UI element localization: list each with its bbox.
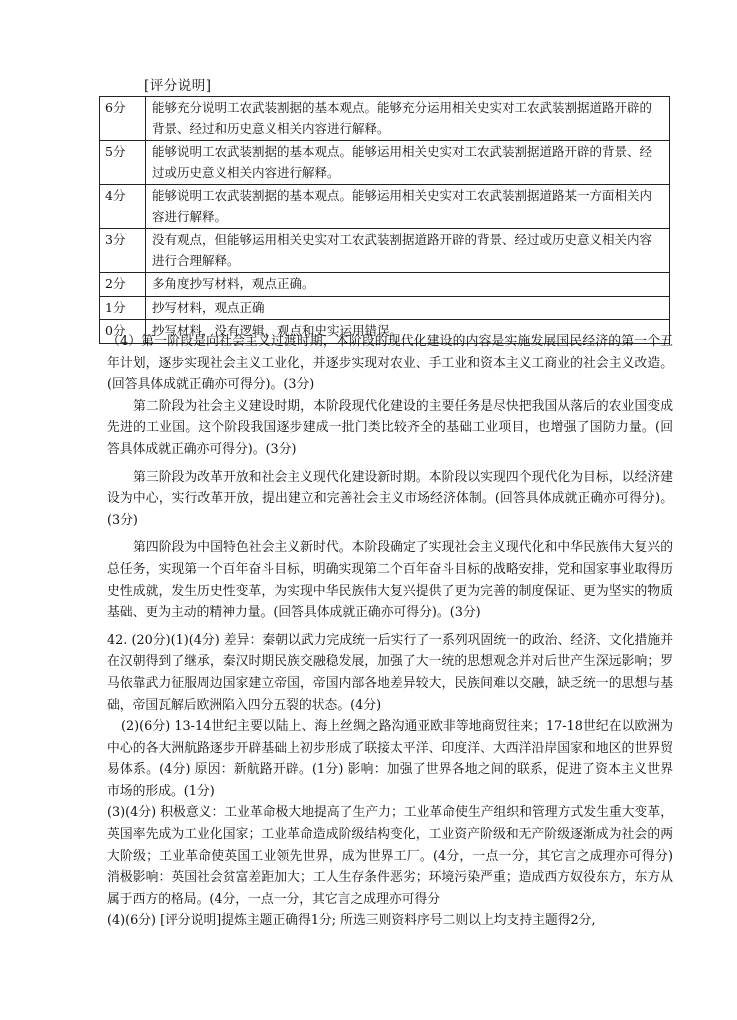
rubric-points: 1分	[100, 296, 146, 320]
rubric-row	[100, 296, 670, 320]
rubric-criteria: 没有观点，但能够运用相关史实对工农武装割据道路开辟的背景、经过或历史意义相关内容进行合理解释。	[146, 229, 670, 273]
rubric-points: 0分	[100, 320, 146, 344]
rubric-row	[100, 273, 670, 297]
rubric-row	[100, 97, 670, 141]
rubric-row	[100, 141, 670, 185]
answer-q42-part2: (2)(6分) 13-14世纪主要以陆上、海上丝绸之路沟通亚欧非等地商贸往来；17-18世纪在以欧洲为中心的各大洲航路逐步开辟基础上初步形成了联接太平洋、印度洋、大西洋沿岸国家和地区的世界贸易体系。(4分) 原因：新航路开辟。(1分) 影响：加强了世界各地之间的联系，促进了资本主义世界市场的形成。(1分)	[107, 719, 673, 799]
rubric-title: [评分说明]	[144, 78, 212, 94]
rubric-criteria: 能够说明工农武装割据的基本观点。能够运用相关史实对工农武装割据道路开辟的背景、经过或历史意义相关内容进行解释。	[146, 141, 670, 185]
rubric-row	[100, 185, 670, 229]
answer-body	[107, 331, 673, 932]
rubric-criteria: 多角度抄写材料，观点正确。	[146, 273, 670, 297]
rubric-points: 4分	[100, 185, 146, 229]
rubric-criteria: 抄写材料，没有逻辑，观点和史实运用错误。	[146, 320, 670, 344]
rubric-row	[100, 229, 670, 273]
rubric-points: 5分	[100, 141, 146, 185]
answer-q42-part3: (3)(4分) 积极意义：工业革命极大地提高了生产力；工业革命使生产组织和管理方式发生重大变革，英国率先成为工业化国家；工业革命造成阶级结构变化，工业资产阶级和无产阶级逐渐成为社会的两大阶级；工业革命使英国工业领先世界，成为世界工厂。(4分，一点一分，其它言之成理亦可得分) 消极影响：英国社会贫富差距加大；工人生存条件恶劣；环境污染严重；造成西方奴役东方，东方从属于西方的格局。(4分，一点一分，其它言之成理亦可得分	[107, 805, 673, 907]
answer-q4-stage2: 第二阶段为社会主义建设时期，本阶段现代化建设的主要任务是尽快把我国从落后的农业国变成先进的工业国。这个阶段我国逐步建成一批门类比较齐全的基础工业项目，也增强了国防力量。(回答具体成就正确亦可得分)。(3分)	[107, 398, 673, 457]
rubric-points: 6分	[100, 97, 146, 141]
rubric-criteria: 抄写材料，观点正确	[146, 296, 670, 320]
answer-q42-part4: (4)(6分) [评分说明]提炼主题正确得1分; 所选三则资料序号二则以上均支持主题得2分,	[107, 913, 596, 929]
answer-q4-stage1: （4）第一阶段是向社会主义过渡时期，本阶段的现代化建设的内容是实施发展国民经济的第一个五年计划，逐步实现社会主义工业化，并逐步实现对农业、手工业和资本主义工商业的社会主义改造。(回答具体成就正确亦可得分)。(3分)	[107, 334, 673, 393]
answer-q4-stage4: 第四阶段为中国特色社会主义新时代。本阶段确定了实现社会主义现代化和中华民族伟大复兴的总任务，实现第一个百年奋斗目标，明确实现第二个百年奋斗目标的战略安排，党和国家事业取得历史性成就，发生历史性变革，为实现中华民族伟大复兴提供了更为完善的制度保证、更为坚实的物质基础、更为主动的精神力量。(回答具体成就正确亦可得分)。(3分)	[107, 540, 673, 621]
rubric-points: 3分	[100, 229, 146, 273]
rubric-table	[99, 96, 670, 344]
rubric-criteria: 能够充分说明工农武装割据的基本观点。能够充分运用相关史实对工农武装割据道路开辟的背景、经过和历史意义相关内容进行解释。	[146, 97, 670, 141]
answer-q42-part1: 42. (20分)(1)(4分) 差异：秦朝以武力完成统一后实行了一系列巩固统一的政治、经济、文化措施并在汉朝得到了继承，秦汉时期民族交融稳发展，加强了大一统的思想观念并对后世产生深远影响；罗马依靠武力征服周边国家建立帝国，帝国内部各地差异较大，民族间难以交融，缺乏统一的思想与基础，帝国瓦解后欧洲陷入四分五裂的状态。(4分)	[107, 632, 673, 713]
answer-q4-stage3: 第三阶段为改革开放和社会主义现代化建设新时期。本阶段以实现四个现代化为目标，以经济建设为中心，实行改革开放，提出建立和完善社会主义市场经济体制。(回答具体成就正确亦可得分)。(3分)	[107, 469, 673, 528]
rubric-criteria: 能够说明工农武装割据的基本观点。能够运用相关史实对工农武装割据道路某一方面相关内容进行解释。	[146, 185, 670, 229]
rubric-points: 2分	[100, 273, 146, 297]
